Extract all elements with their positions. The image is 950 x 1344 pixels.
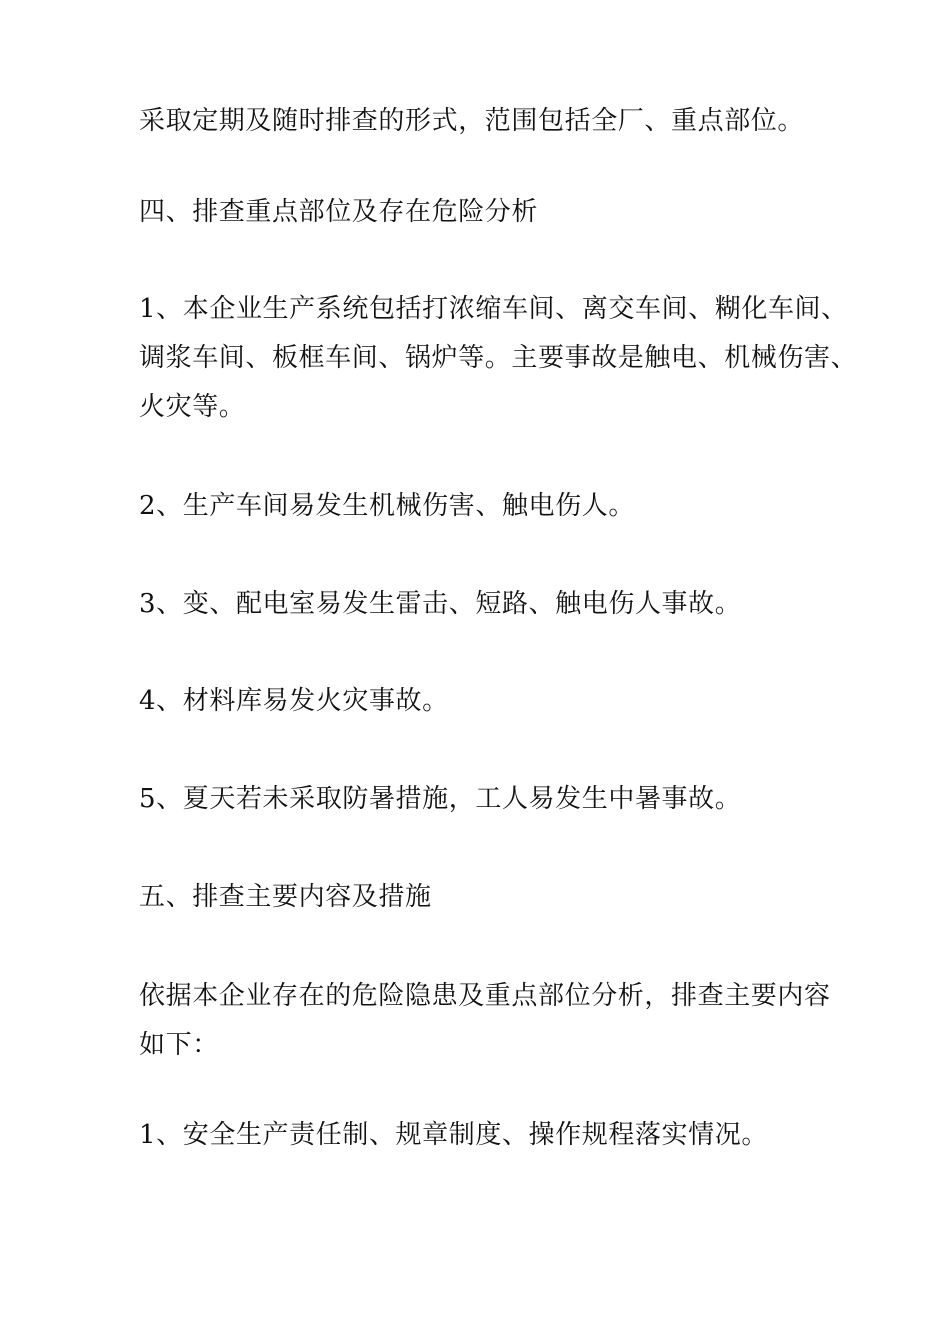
- content-item-1: [139, 1111, 829, 1160]
- text-line: 如下：: [139, 1030, 219, 1060]
- list-item-1: [139, 285, 858, 432]
- text-line: 2、生产车间易发生机械伤害、触电伤人。: [139, 491, 635, 521]
- text-line: 3、变、配电室易发生雷击、短路、触电伤人事故。: [139, 589, 742, 619]
- text-line: 1、本企业生产系统包括打浓缩车间、离交车间、糊化车间、: [139, 294, 848, 324]
- list-item-2: [139, 482, 829, 531]
- text-line: 4、材料库易发火灾事故。: [139, 686, 449, 716]
- text-line: 采取定期及随时排查的形式，范围包括全厂、重点部位。: [139, 106, 805, 136]
- paragraph-inspection-basis: [139, 972, 829, 1070]
- list-item-5: [139, 775, 829, 824]
- paragraph-inspection-form: [139, 97, 829, 146]
- text-line: 调浆车间、板框车间、锅炉等。主要事故是触电、机械伤害、: [139, 343, 858, 373]
- text-line: 依据本企业存在的危险隐患及重点部位分析，排查主要内容: [139, 981, 831, 1011]
- text-line: 五、排查主要内容及措施: [139, 882, 432, 912]
- text-line: 1、安全生产责任制、规章制度、操作规程落实情况。: [139, 1120, 768, 1150]
- section-heading-5: [139, 873, 829, 922]
- section-heading-4: [139, 188, 829, 237]
- list-item-3: [139, 580, 829, 629]
- list-item-4: [139, 677, 829, 726]
- text-line: 火灾等。: [139, 392, 246, 422]
- text-line: 5、夏天若未采取防暑措施，工人易发生中暑事故。: [139, 784, 742, 814]
- text-line: 四、排查重点部位及存在危险分析: [139, 197, 539, 227]
